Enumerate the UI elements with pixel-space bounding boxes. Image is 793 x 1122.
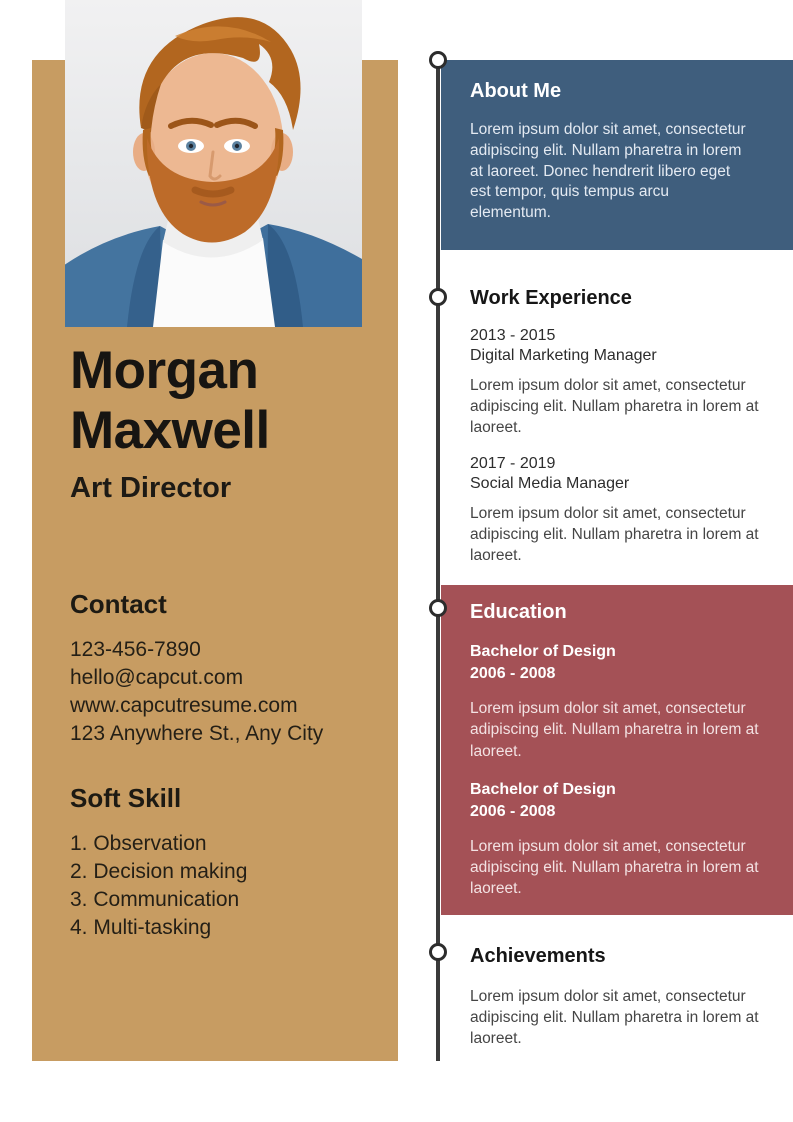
contact-phone: 123-456-7890 <box>70 638 201 661</box>
education-dates: 2006 - 2008 <box>470 665 556 682</box>
work-entry-role: Digital Marketing Manager <box>470 347 657 364</box>
education-degree: Bachelor of Design <box>470 643 616 660</box>
person-name <box>70 341 390 461</box>
timeline-node-education <box>429 599 447 617</box>
work-experience-heading: Work Experience <box>470 287 632 309</box>
work-entry <box>470 327 778 438</box>
work-entry-dates: 2013 - 2015 <box>470 327 556 344</box>
education-entry <box>470 642 769 762</box>
about-section <box>441 60 793 250</box>
person-last-name: Maxwell <box>70 401 270 460</box>
education-body: Lorem ipsum dolor sit amet, consectetur adipiscing elit. Nullam pharetra in lorem at laoreet. <box>470 837 759 898</box>
work-entry-body: Lorem ipsum dolor sit amet, consectetur adipiscing elit. Nullam pharetra in lorem at laoreet. <box>470 377 759 436</box>
education-dates: 2006 - 2008 <box>470 802 556 820</box>
education-entry <box>470 780 769 900</box>
work-experience-section <box>470 286 778 566</box>
work-entry <box>470 455 778 566</box>
timeline-node-achievements <box>429 943 447 961</box>
achievements-body: Lorem ipsum dolor sit amet, consectetur adipiscing elit. Nullam pharetra in lorem at laoreet. <box>470 988 759 1047</box>
soft-skill-item: 2. Decision making <box>70 860 248 883</box>
education-degree: Bachelor of Design <box>470 780 616 798</box>
work-entry-dates: 2017 - 2019 <box>470 455 556 472</box>
contact-address: 123 Anywhere St., Any City <box>70 722 324 745</box>
education-heading: Education <box>470 601 567 623</box>
person-first-name: Morgan <box>70 341 259 400</box>
timeline-node-work <box>429 288 447 306</box>
work-entry-role: Social Media Manager <box>470 475 630 492</box>
portrait-photo <box>65 0 362 327</box>
soft-skill-item: 4. Multi-tasking <box>70 916 212 939</box>
contact-heading: Contact <box>70 589 167 619</box>
timeline-node-about <box>429 51 447 69</box>
achievements-section <box>470 944 778 1049</box>
education-body: Lorem ipsum dolor sit amet, consectetur adipiscing elit. Nullam pharetra in lorem at laoreet. <box>470 700 759 760</box>
soft-skill-item: 3. Communication <box>70 888 240 911</box>
contact-website: www.capcutresume.com <box>70 694 298 717</box>
portrait-illustration <box>65 0 362 327</box>
person-title: Art Director <box>70 472 232 504</box>
about-heading: About Me <box>470 80 562 102</box>
contact-section <box>70 636 390 748</box>
timeline-line <box>436 60 440 1061</box>
achievements-heading: Achievements <box>470 945 606 967</box>
education-section <box>441 585 793 915</box>
soft-skill-list <box>70 830 390 942</box>
soft-skill-item: 1. Observation <box>70 832 207 855</box>
about-body: Lorem ipsum dolor sit amet, consectetur adipiscing elit. Nullam pharetra in lorem at laoreet. Donec hendrerit libero eget est tempor, quis tempus arcu elementum. <box>470 121 746 222</box>
work-entry-body: Lorem ipsum dolor sit amet, consectetur adipiscing elit. Nullam pharetra in lorem at laoreet. <box>470 505 759 564</box>
soft-skill-heading: Soft Skill <box>70 783 182 813</box>
contact-email: hello@capcut.com <box>70 666 244 689</box>
